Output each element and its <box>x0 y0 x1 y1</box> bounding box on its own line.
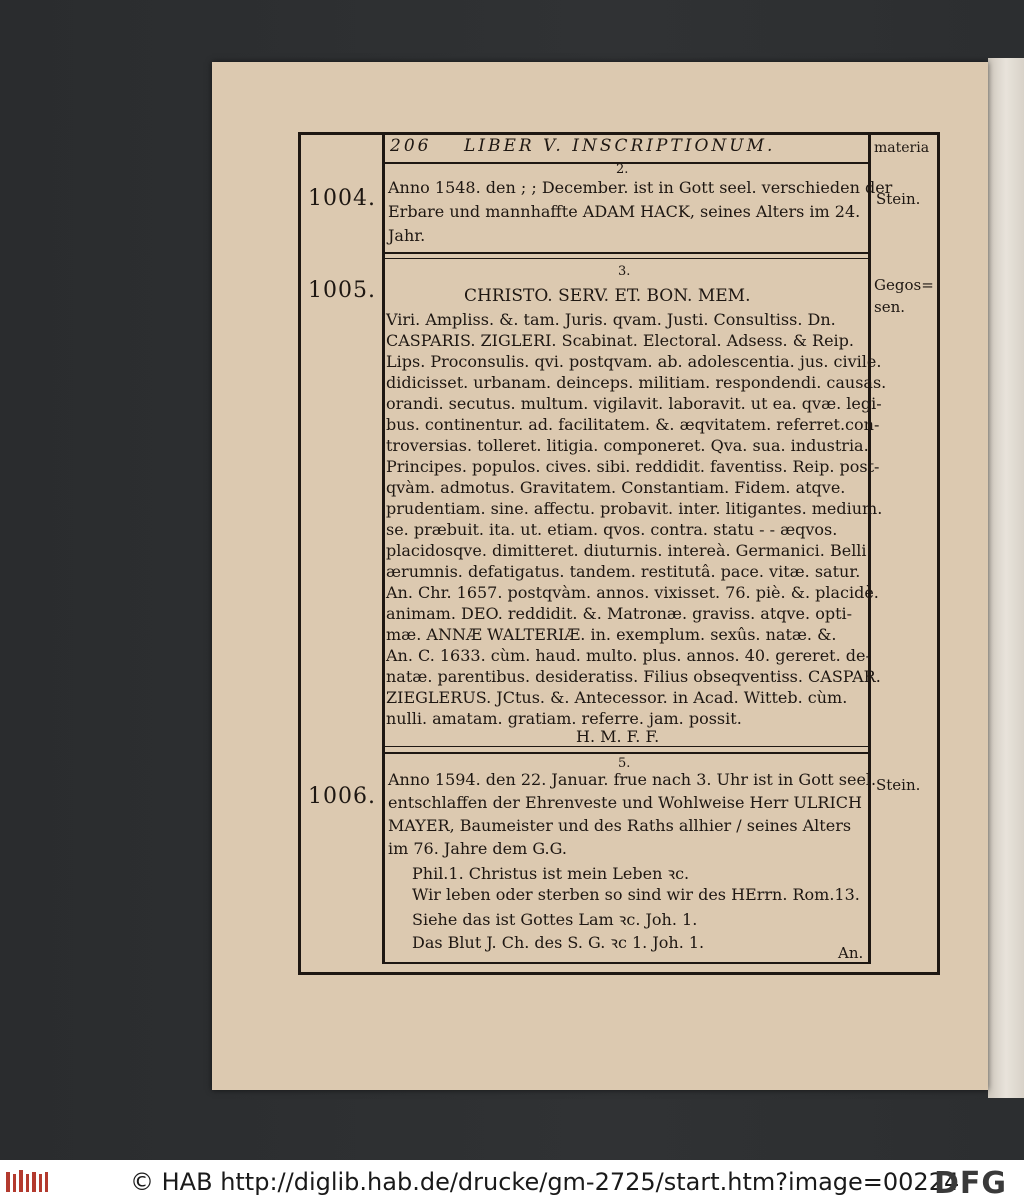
outer-left-rule <box>298 132 301 974</box>
entry-sub-number: 3. <box>618 264 631 279</box>
verse-line: Siehe das ist Gottes Lam ꝛc. Joh. 1. <box>412 910 698 929</box>
divider-1 <box>382 252 868 254</box>
inscription-closing: H. M. F. F. <box>576 727 660 746</box>
divider-2 <box>382 746 868 747</box>
entry-line: Lips. Proconsulis. qvi. postqvam. ab. adolescentia. jus. civile. <box>386 352 882 371</box>
entry-line: bus. continentur. ad. facilitatem. &. æqvitatem. referret.con- <box>386 415 880 434</box>
entry-line: troversias. tolleret. litigia. componeret. Qva. sua. industria. <box>386 436 869 455</box>
material-label: Stein. <box>876 776 921 794</box>
entry-line: animam. DEO. reddidit. &. Matronæ. graviss. atqve. opti- <box>386 604 853 623</box>
page-number: 206 <box>390 136 432 156</box>
entry-line: An. C. 1633. cùm. haud. multo. plus. annos. 40. gereret. de- <box>386 646 871 665</box>
entry-line: An. Chr. 1657. postqvàm. annos. vixisset. 76. piè. &. placidè. <box>386 583 879 602</box>
margin-heading: materia <box>874 140 930 156</box>
entry-line: im 76. Jahre dem G.G. <box>388 839 567 858</box>
bottom-rule <box>298 972 940 975</box>
verse-line: Wir leben oder sterben so sind wir des HErrn. Rom.13. <box>412 885 860 904</box>
entry-line: Jahr. <box>388 226 426 245</box>
entry-line: orandi. secutus. multum. vigilavit. laboravit. ut ea. qvæ. legi- <box>386 394 882 413</box>
entry-line: Anno 1594. den 22. Januar. frue nach 3. Uhr ist in Gott seel. <box>388 770 877 789</box>
entry-line: qvàm. admotus. Gravitatem. Constantiam. Fidem. atqve. <box>386 478 846 497</box>
entry-line: Viri. Ampliss. &. tam. Juris. qvam. Justi. Consultiss. Dn. <box>386 310 836 329</box>
material-label: Gegos= <box>874 276 934 294</box>
entry-line: CASPARIS. ZIGLERI. Scabinat. Electoral. Adsess. & Reip. <box>386 331 854 350</box>
entry-sub-number: 2. <box>616 162 629 177</box>
hab-logo-icon <box>6 1170 48 1194</box>
divider-2b <box>382 752 868 754</box>
entry-line: se. præbuit. ita. ut. etiam. qvos. contra. statu - - æqvos. <box>386 520 838 539</box>
entry-line: placidosqve. dimitteret. diuturnis. intereà. Germanici. Belli. <box>386 541 872 560</box>
entry-line: natæ. parentibus. desideratiss. Filius obseqventiss. CASPAR. <box>386 667 881 686</box>
entry-number: 1006. <box>308 784 376 809</box>
entry-number: 1004. <box>308 186 376 211</box>
entry-line: entschlaffen der Ehrenveste und Wohlweise Herr ULRICH <box>388 793 862 812</box>
top-rule <box>298 132 940 135</box>
book-page <box>212 62 988 1090</box>
running-title: LIBER V. INSCRIPTIONUM. <box>464 136 776 156</box>
entry-line: nulli. amatam. gratiam. referre. jam. possit. <box>386 709 742 728</box>
footer-bar <box>0 1160 1024 1204</box>
entry-line: didicisset. urbanam. deinceps. militiam. respondendi. causas. <box>386 373 887 392</box>
catchword: An. <box>838 944 864 962</box>
inner-left-rule <box>382 132 385 964</box>
entry-line: Anno 1548. den ; ; December. ist in Gott seel. verschieden der <box>388 178 893 197</box>
outer-right-rule <box>937 132 940 974</box>
dfg-logo: DFG <box>934 1166 1008 1201</box>
entry-line: ZIEGLERUS. JCtus. &. Antecessor. in Acad. Witteb. cùm. <box>386 688 848 707</box>
material-label: Stein. <box>876 190 921 208</box>
entry-line: mæ. ANNÆ WALTERIÆ. in. exemplum. sexûs. natæ. &. <box>386 625 837 644</box>
entry-sub-number: 5. <box>618 756 631 771</box>
verse-line: Das Blut J. Ch. des S. G. ꝛc 1. Joh. 1. <box>412 933 705 952</box>
entry-line: Principes. populos. cives. sibi. reddidit. faventiss. Reip. post- <box>386 457 880 476</box>
material-label: sen. <box>874 298 906 316</box>
next-page-edge <box>988 58 1024 1098</box>
inscription-heading: CHRISTO. SERV. ET. BON. MEM. <box>464 286 751 306</box>
entry-number: 1005. <box>308 278 376 303</box>
bottom-inner-rule <box>382 962 868 964</box>
verse-line: Phil.1. Christus ist mein Leben ꝛc. <box>412 864 690 883</box>
entry-line: Erbare und mannhaffte ADAM HACK, seines Alters im 24. <box>388 202 861 221</box>
entry-line: prudentiam. sine. affectu. probavit. inter. litigantes. medium. <box>386 499 883 518</box>
divider-1b <box>382 258 868 259</box>
entry-line: MAYER, Baumeister und des Raths allhier / seines Alters <box>388 816 852 835</box>
entry-line: ærumnis. defatigatus. tandem. restitutâ. pace. vitæ. satur. <box>386 562 861 581</box>
copyright-link[interactable]: © HAB http://diglib.hab.de/drucke/gm-2725/start.htm?image=00224 <box>130 1168 960 1196</box>
